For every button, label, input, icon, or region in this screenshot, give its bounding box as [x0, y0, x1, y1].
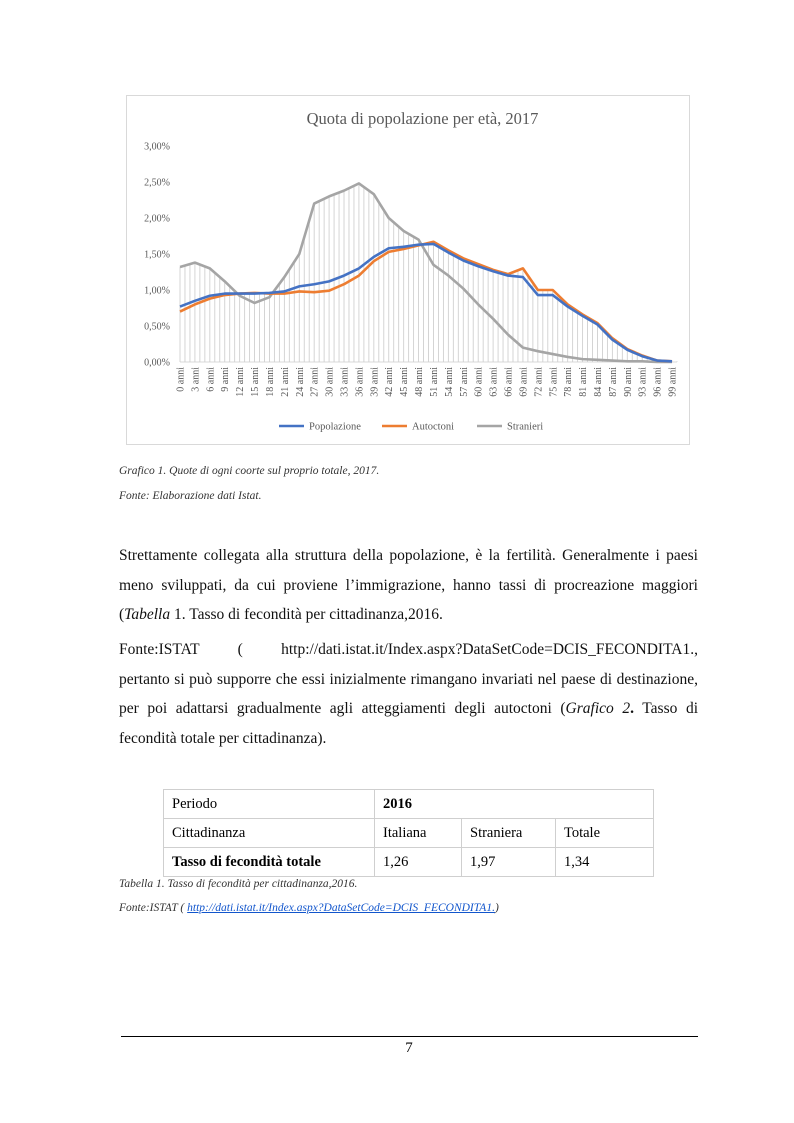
- para-line-3: (Tabella 1. Tasso di fecondità per cittadinanza,2016.: [119, 606, 443, 623]
- footer-divider: [121, 1036, 698, 1037]
- chart-caption: Grafico 1. Quote di ogni coorte sul proprio totale, 2017.: [119, 465, 380, 477]
- legend-label-stranieri: Stranieri: [507, 421, 544, 433]
- para2-line-2: pertanto si può supporre che essi inizialmente rimangano invariati nel paese di destinazione,: [119, 670, 698, 688]
- table-source-post: ): [494, 902, 499, 914]
- table-source-pre: Fonte:ISTAT (: [119, 902, 188, 914]
- x-tick-label: 3 anni: [190, 367, 202, 392]
- x-tick-label: 21 anni: [279, 367, 291, 397]
- chart-source: Fonte: Elaborazione dati Istat.: [119, 490, 262, 502]
- para2-line-1: Fonte:ISTAT ( http://dati.istat.it/Index.aspx?DataSetCode=DCIS_FECONDITA1.,: [119, 641, 698, 658]
- x-tick-label: 93 anni: [637, 367, 649, 397]
- page-number: 7: [405, 1040, 413, 1056]
- x-tick-label: 18 anni: [264, 367, 276, 397]
- population-share-chart: [126, 95, 690, 445]
- val-italiana: 1,26: [375, 848, 462, 877]
- table-caption: Tabella 1. Tasso di fecondità per cittadinanza,2016.: [119, 878, 358, 890]
- x-tick-label: 30 anni: [324, 367, 336, 397]
- x-tick-label: 45 anni: [399, 367, 411, 397]
- row-label: Tasso di fecondità totale: [164, 848, 375, 877]
- x-tick-label: 81 anni: [578, 367, 590, 397]
- x-tick-label: 63 anni: [488, 367, 500, 397]
- period-label: Periodo: [164, 790, 375, 819]
- body-paragraph: [119, 541, 698, 630]
- x-tick-label: 69 anni: [518, 367, 530, 397]
- x-tick-label: 96 anni: [652, 367, 664, 397]
- x-tick-label: 36 anni: [354, 367, 366, 397]
- x-tick-label: 33 anni: [339, 367, 351, 397]
- x-tick-label: 72 anni: [533, 367, 545, 397]
- para-line-1: Strettamente collegata alla struttura della popolazione, è la fertilità. Generalmente i paesi: [119, 547, 698, 564]
- table-row: [164, 848, 654, 877]
- istat-link[interactable]: http://dati.istat.it/Index.aspx?DataSetCode=DCIS_FECONDITA1.: [187, 902, 495, 914]
- cittadinanza-label: Cittadinanza: [164, 819, 375, 848]
- x-tick-label: 6 anni: [205, 367, 217, 392]
- x-tick-label: 99 anni: [667, 367, 679, 397]
- y-tick-label: 2,00%: [144, 213, 170, 225]
- x-tick-label: 84 anni: [592, 367, 604, 397]
- chart-svg: [127, 96, 689, 444]
- x-tick-label: 51 anni: [428, 367, 440, 397]
- x-tick-label: 90 anni: [622, 367, 634, 397]
- x-tick-label: 54 anni: [443, 367, 455, 397]
- body-paragraph-2: [119, 635, 698, 753]
- para2-line-3-post: Tasso di: [633, 700, 699, 717]
- x-tick-label: 12 anni: [235, 367, 247, 397]
- x-tick-label: 87 anni: [607, 367, 619, 397]
- x-tick-label: 78 anni: [563, 367, 575, 397]
- period-value: 2016: [375, 790, 654, 819]
- x-tick-label: 57 anni: [458, 367, 470, 397]
- para2-line-3: [119, 694, 698, 724]
- table-row: [164, 819, 654, 848]
- col-totale: Totale: [556, 819, 654, 848]
- legend-label-popolazione: Popolazione: [309, 421, 361, 433]
- val-straniera: 1,97: [462, 848, 556, 877]
- legend-label-autoctoni: Autoctoni: [412, 421, 454, 433]
- x-tick-label: 66 anni: [503, 367, 515, 397]
- table-ref-rest: 1. Tasso di fecondità per cittadinanza,2016.: [170, 606, 443, 623]
- para2-line-3-pre: per poi adattarsi gradualmente agli atteggiamenti degli autoctoni (: [119, 700, 566, 717]
- y-tick-label: 3,00%: [144, 141, 170, 153]
- table-ref-italic: Tabella: [124, 606, 171, 623]
- x-tick-label: 39 anni: [369, 367, 381, 397]
- para-line-2: meno sviluppati, da cui proviene l’immigrazione, hanno tassi di procreazione maggiori: [119, 576, 698, 594]
- x-tick-label: 48 anni: [414, 367, 426, 397]
- x-tick-label: 27 anni: [309, 367, 321, 397]
- chart-ref-italic: Grafico 2: [565, 700, 631, 717]
- x-tick-label: 42 anni: [384, 367, 396, 397]
- x-tick-label: 9 anni: [220, 367, 232, 392]
- y-tick-label: 2,50%: [144, 177, 170, 189]
- x-tick-label: 24 anni: [294, 367, 306, 397]
- y-tick-label: 1,50%: [144, 249, 170, 261]
- x-tick-label: 15 anni: [250, 367, 262, 397]
- y-tick-label: 0,50%: [144, 321, 170, 333]
- y-tick-label: 0,00%: [144, 357, 170, 369]
- chart-title: Quota di popolazione per età, 2017: [306, 109, 539, 128]
- table-row: [164, 790, 654, 819]
- col-straniera: Straniera: [462, 819, 556, 848]
- y-tick-label: 1,00%: [144, 285, 170, 297]
- series-line-stranieri: [180, 183, 672, 362]
- x-tick-label: 60 anni: [473, 367, 485, 397]
- fertility-table: [163, 789, 654, 877]
- para2-line-4: fecondità totale per cittadinanza).: [119, 729, 327, 747]
- x-tick-label: 0 anni: [175, 367, 187, 392]
- table-source: [119, 902, 499, 914]
- val-totale: 1,34: [556, 848, 654, 877]
- chart-ref-bold: .: [630, 700, 634, 717]
- x-tick-label: 75 anni: [548, 367, 560, 397]
- col-italiana: Italiana: [375, 819, 462, 848]
